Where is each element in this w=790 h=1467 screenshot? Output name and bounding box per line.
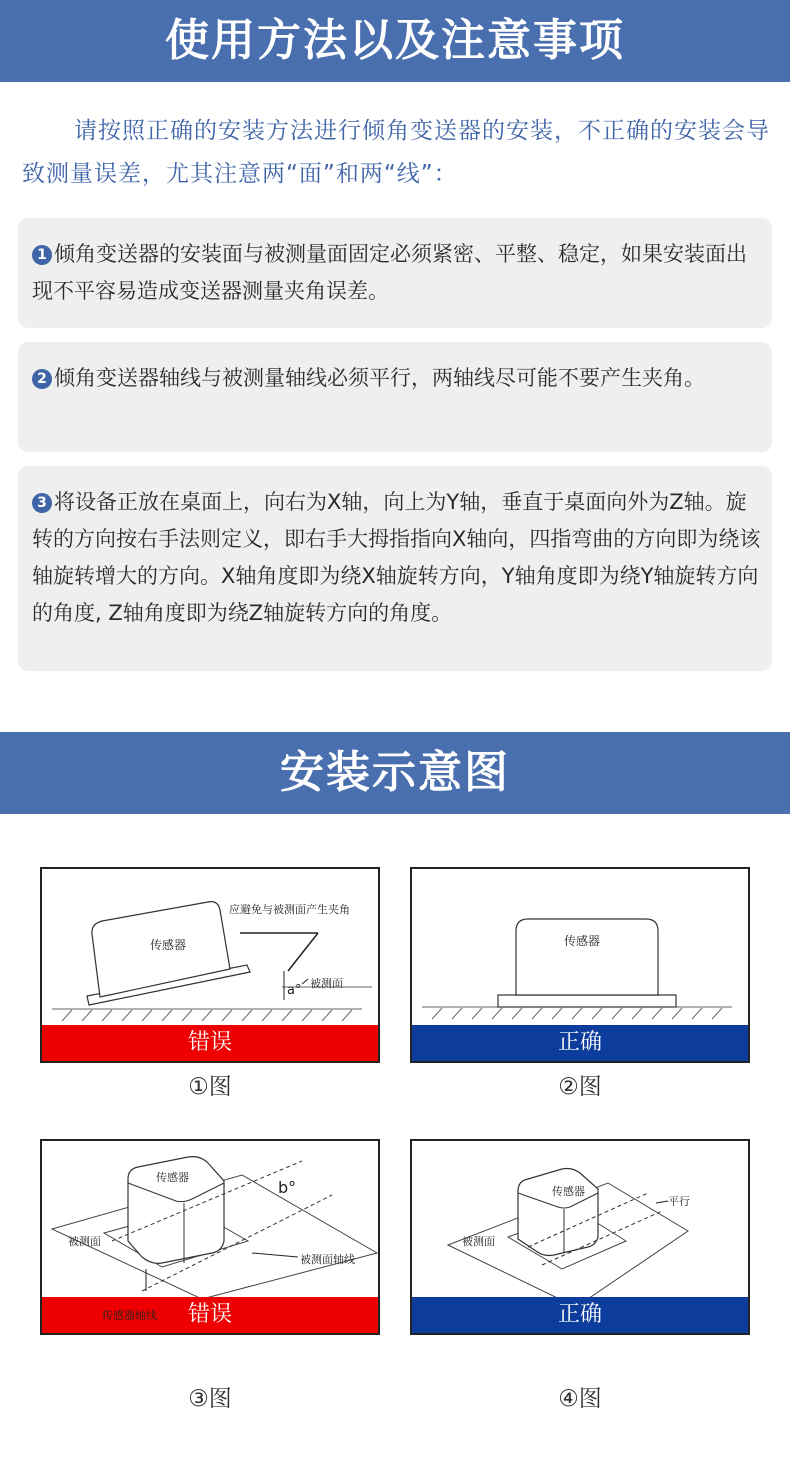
note-text-2: 倾角变送器轴线与被测量轴线必须平行，两轴线尽可能不要产生夹角。 — [54, 366, 705, 390]
section-title-diagram: 安装示意图 — [0, 732, 790, 814]
number-badge-2: 2 — [32, 369, 52, 389]
note-card-1 — [18, 218, 772, 328]
figure-1-angle-label: a° — [287, 983, 302, 998]
figure-2-status-bar: 正确 — [412, 1025, 748, 1061]
figure-3-surface-axis-label: 被测面轴线 — [300, 1253, 355, 1266]
note-card-3 — [18, 466, 772, 671]
section-title-usage: 使用方法以及注意事项 — [0, 0, 790, 82]
figure-1-wrong-tilt — [40, 867, 380, 1063]
figure-4-right-parallel — [410, 1139, 750, 1335]
figure-1-caption: ①图 — [188, 1074, 232, 1100]
number-badge-3: 3 — [32, 493, 52, 513]
figure-3-surface-label: 被测面 — [68, 1235, 101, 1248]
figure-3-wrong-axis — [40, 1139, 380, 1335]
figure-1-surface-label: 被测面 — [310, 977, 343, 990]
figure-3-sensor-label: 传感器 — [156, 1171, 189, 1184]
figure-1-illustration — [42, 869, 378, 1025]
figure-4-status-bar: 正确 — [412, 1297, 748, 1333]
number-badge-1: 1 — [32, 245, 52, 265]
figure-3-caption: ③图 — [188, 1386, 232, 1412]
figure-2-caption: ②图 — [558, 1074, 602, 1100]
note-text-1: 倾角变送器的安装面与被测量面固定必须紧密、平整、稳定，如果安装面出现不平容易造成变送器测量夹角误差。 — [32, 242, 747, 303]
figure-2-illustration — [412, 869, 748, 1025]
note-text-3: 将设备正放在桌面上，向右为X轴，向上为Y轴，垂直于桌面向外为Z轴。旋转的方向按右手法则定义，即右手大拇指指向X轴向，四指弯曲的方向即为绕该轴旋转增大的方向。X轴角度即为绕X轴旋转方向，Y轴角度即为绕Y轴旋转方向的角度, Z轴角度即为绕Z轴旋转方向的角度。 — [32, 490, 761, 625]
figure-3-sensor-axis-label: 传感器轴线 — [102, 1309, 157, 1322]
figure-1-sensor-label: 传感器 — [150, 938, 187, 952]
note-card-2 — [18, 342, 772, 452]
figure-3-status-bar: 错误 — [42, 1297, 378, 1333]
intro-text: 请按照正确的安装方法进行倾角变送器的安装，不正确的安装会导致测量误差，尤其注意两“面”和两“线”： — [22, 118, 770, 187]
figure-1-status-bar: 错误 — [42, 1025, 378, 1061]
figure-4-caption: ④图 — [558, 1386, 602, 1412]
figure-2-sensor-label: 传感器 — [564, 934, 601, 948]
figure-4-illustration — [412, 1141, 748, 1297]
figure-1-note: 应避免与被测面产生夹角 — [229, 903, 350, 916]
figure-4-surface-label: 被测面 — [462, 1235, 495, 1248]
figure-2-right-flat — [410, 867, 750, 1063]
intro-paragraph — [22, 110, 772, 196]
figure-3-illustration — [42, 1141, 378, 1297]
figure-4-parallel-label: 平行 — [668, 1195, 690, 1208]
figure-4-sensor-label: 传感器 — [552, 1185, 585, 1198]
figure-3-angle-label: b° — [278, 1178, 297, 1197]
